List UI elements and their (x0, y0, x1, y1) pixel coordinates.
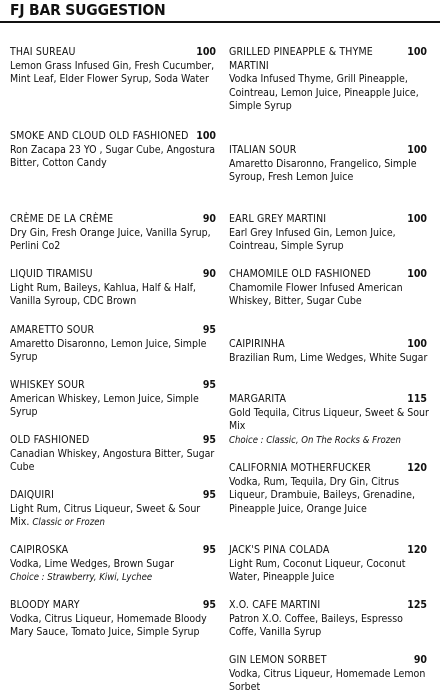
item-price: 120 (407, 462, 427, 474)
menu-item-earl-grey-martini (229, 213, 429, 254)
menu-item-caipirinha (229, 338, 429, 365)
item-price: 95 (202, 434, 216, 446)
item-ingredients: Vodka Infused Thyme, Grill Pineapple, Cointreau, Lemon Juice, Pineapple Juice, Simple Syrup (229, 73, 419, 113)
menu-item-jacks-pina-colada (229, 544, 429, 585)
item-ingredients: Canadian Whiskey, Angostura Bitter, Sugar Cube (10, 447, 215, 474)
item-ingredients: Ron Zacapa 23 YO , Sugar Cube, Angostura Bitter, Cotton Candy (10, 143, 216, 170)
item-name: OLD FASHIONED (10, 434, 90, 446)
item-name: CRÈME DE LA CRÈME (10, 213, 114, 225)
menu-item-xo-cafe-martini (229, 599, 429, 640)
item-price: 100 (407, 144, 427, 156)
item-name: GRILLED PINEAPPLE & THYME MARTINI (229, 46, 373, 72)
item-ingredients: Brazilian Rum, Lime Wedges, White Sugar (229, 351, 428, 364)
item-name: X.O. CAFE MARTINI (229, 599, 321, 611)
item-name: CHAMOMILE OLD FASHIONED (229, 268, 371, 280)
item-ingredients: Dry Gin, Fresh Orange Juice, Vanilla Syrup, Perlini Co2 (10, 226, 211, 253)
item-price: 95 (202, 324, 216, 336)
title-divider (0, 21, 440, 23)
item-ingredients: Amaretto Disaronno, Lemon Juice, Simple Syrup (10, 337, 207, 364)
item-name: SMOKE AND CLOUD OLD FASHIONED (10, 130, 189, 142)
menu-item-chamomile-old-fashioned (229, 268, 429, 309)
item-price: 100 (407, 268, 427, 280)
item-ingredients: American Whiskey, Lemon Juice, Simple Syrup (10, 392, 199, 419)
item-price: 90 (202, 213, 216, 225)
item-name: LIQUID TIRAMISU (10, 268, 93, 280)
item-price: 100 (407, 338, 427, 350)
item-choice: Classic or Frozen (32, 517, 105, 529)
item-name: CALIFORNIA MOTHERFUCKER (229, 462, 371, 474)
item-price: 95 (202, 544, 216, 556)
item-ingredients: Vodka, Citrus Liqueur, Homemade Lemon Sorbet (229, 667, 426, 694)
item-name: JACK'S PINA COLADA (229, 544, 330, 556)
menu-item-bloody-mary (10, 599, 218, 640)
item-ingredients: Vodka, Lime Wedges, Brown Sugar (10, 557, 174, 570)
menu-item-whiskey-sour (10, 379, 218, 420)
menu-item-amaretto-sour (10, 324, 218, 365)
item-price: 115 (407, 393, 427, 405)
menu-item-italian-sour (229, 144, 429, 185)
menu-item-smoke-and-cloud (10, 130, 218, 171)
menu-item-liquid-tiramisu (10, 268, 218, 309)
item-ingredients: Earl Grey Infused Gin, Lemon Juice, Cointreau, Simple Syrup (229, 226, 396, 253)
ingredients-text: Light Rum, Citrus Liqueur, Sweet & Sour Mix. (10, 502, 201, 529)
menu-item-margarita (229, 393, 429, 447)
item-ingredients (10, 503, 218, 530)
item-price: 100 (196, 130, 216, 142)
item-ingredients: Chamomile Flower Infused American Whiskey, Bitter, Sugar Cube (229, 281, 403, 308)
item-ingredients: Amaretto Disaronno, Frangelico, Simple Syroup, Fresh Lemon Juice (229, 157, 417, 184)
item-name: AMARETTO SOUR (10, 324, 95, 336)
item-ingredients: Vodka, Citrus Liqueur, Homemade Bloody Mary Sauce, Tomato Juice, Simple Syrup (10, 612, 207, 639)
item-name: CAIPIROSKA (10, 544, 69, 556)
item-ingredients: Patron X.O. Coffee, Baileys, Espresso Coffe, Vanilla Syrup (229, 612, 403, 639)
menu-item-caipiroska (10, 544, 218, 585)
item-name: MARGARITA (229, 393, 287, 405)
menu-item-grilled-pineapple-martini (229, 46, 429, 114)
item-ingredients: Lemon Grass Infused Gin, Fresh Cucumber, Mint Leaf, Elder Flower Syrup, Soda Water (10, 59, 215, 86)
item-price: 100 (196, 46, 216, 58)
item-price: 120 (407, 544, 427, 556)
item-price: 90 (202, 268, 216, 280)
item-name: THAI SUREAU (10, 46, 76, 58)
item-price: 90 (413, 654, 427, 666)
menu-item-gin-lemon-sorbet (229, 654, 429, 695)
item-name: BLOODY MARY (10, 599, 80, 611)
item-name: WHISKEY SOUR (10, 379, 85, 391)
menu-item-old-fashioned (10, 434, 218, 475)
menu-item-creme-de-la-creme (10, 213, 218, 254)
item-name: GIN LEMON SORBET (229, 654, 327, 666)
item-ingredients: Light Rum, Coconut Liqueur, Coconut Water, Pineapple Juice (229, 557, 406, 584)
item-price: 125 (407, 599, 427, 611)
item-ingredients: Gold Tequila, Citrus Liqueur, Sweet & Sour Mix (229, 406, 429, 433)
item-name: DAIQUIRI (10, 489, 55, 501)
item-price: 100 (407, 46, 427, 58)
item-name: CAIPIRINHA (229, 338, 285, 350)
item-ingredients: Light Rum, Baileys, Kahlua, Half & Half, Vanilla Syroup, CDC Brown (10, 281, 196, 308)
item-name: EARL GREY MARTINI (229, 213, 327, 225)
item-price: 95 (202, 599, 216, 611)
menu-item-daiquiri (10, 489, 218, 530)
item-price: 95 (202, 489, 216, 501)
menu-item-california-motherfucker (229, 462, 429, 516)
menu-item-thai-sureau (10, 46, 218, 87)
item-choice: Choice : Strawberry, Kiwi, Lychee (10, 572, 153, 584)
item-ingredients: Vodka, Rum, Tequila, Dry Gin, Citrus Liqueur, Drambuie, Baileys, Grenadine, Pineapple Juice, Orange Juice (229, 475, 415, 515)
menu-title: FJ BAR SUGGESTION (10, 1, 166, 19)
item-price: 100 (407, 213, 427, 225)
item-name: ITALIAN SOUR (229, 144, 297, 156)
item-price: 95 (202, 379, 216, 391)
item-choice: Choice : Classic, On The Rocks & Frozen (229, 434, 401, 446)
